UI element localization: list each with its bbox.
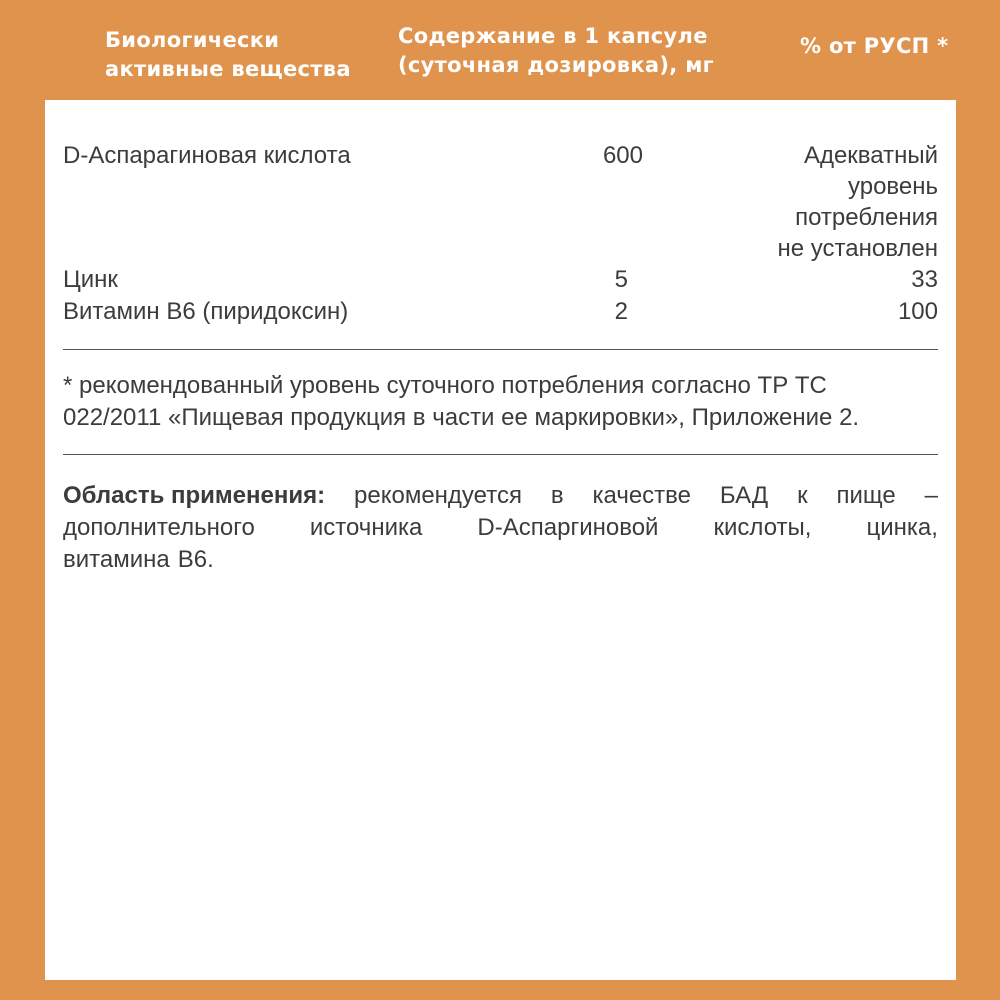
usage-word: кислоты,: [713, 514, 812, 541]
usage-word: –: [924, 482, 938, 509]
substance-amount: 600: [602, 142, 643, 169]
header-rdi-label: % от РУСП *: [800, 34, 949, 58]
usage-line-3: [63, 544, 938, 576]
usage-line-2: [63, 512, 938, 544]
substance-rdi: [678, 264, 938, 295]
substance-name: Цинк: [63, 266, 118, 293]
usage-word: в: [550, 482, 564, 509]
header-column-content: [398, 22, 714, 80]
usage-word: качестве: [592, 482, 691, 509]
usage-word: витамина: [63, 546, 170, 573]
usage-word: D-Аспаргиновой: [477, 514, 659, 541]
header-content-line-2: (суточная дозировка), мг: [398, 53, 714, 77]
rdi-line: 100: [897, 298, 938, 325]
usage-paragraph: [63, 480, 938, 576]
usage-label: Область применения:: [63, 482, 326, 509]
header-column-rdi: [800, 32, 948, 61]
usage-word: цинка,: [866, 514, 938, 541]
header-content-line-1: Содержание в 1 капсуле: [398, 24, 708, 48]
footnote-line-1: * рекомендованный уровень суточного потребления согласно ТР ТС: [63, 372, 827, 399]
footnote: [63, 370, 938, 434]
substance-name: D-Аспарагиновая кислота: [63, 142, 351, 169]
divider: [63, 454, 938, 455]
usage-word: источника: [309, 514, 423, 541]
rdi-line: 33: [911, 266, 938, 293]
header-substances-line-2: активные вещества: [105, 57, 351, 81]
header-column-substances: [105, 26, 351, 84]
substance-amount: 2: [614, 298, 628, 325]
substance-amount: 5: [614, 266, 628, 293]
header-substances-line-1: Биологически: [105, 28, 280, 52]
usage-word: дополнительного: [63, 514, 255, 541]
table-header: [0, 0, 1000, 100]
usage-word: рекомендуется: [354, 482, 522, 509]
usage-word: к: [797, 482, 808, 509]
usage-line-1: [63, 480, 938, 512]
substance-rdi: [678, 296, 938, 327]
content-panel: [45, 100, 956, 980]
substance-name: Витамин В6 (пиридоксин): [63, 298, 349, 325]
rdi-line: уровень: [847, 173, 938, 200]
rdi-line: потребления: [795, 204, 938, 231]
usage-word: В6.: [177, 546, 214, 573]
divider: [63, 349, 938, 350]
rdi-line: Адекватный: [803, 142, 938, 169]
usage-word: БАД: [719, 482, 769, 509]
footnote-line-2: 022/2011 «Пищевая продукция в части ее маркировки», Приложение 2.: [63, 404, 860, 431]
rdi-line: не установлен: [777, 235, 938, 262]
substance-rdi: [678, 140, 938, 264]
usage-word: пище: [836, 482, 896, 509]
